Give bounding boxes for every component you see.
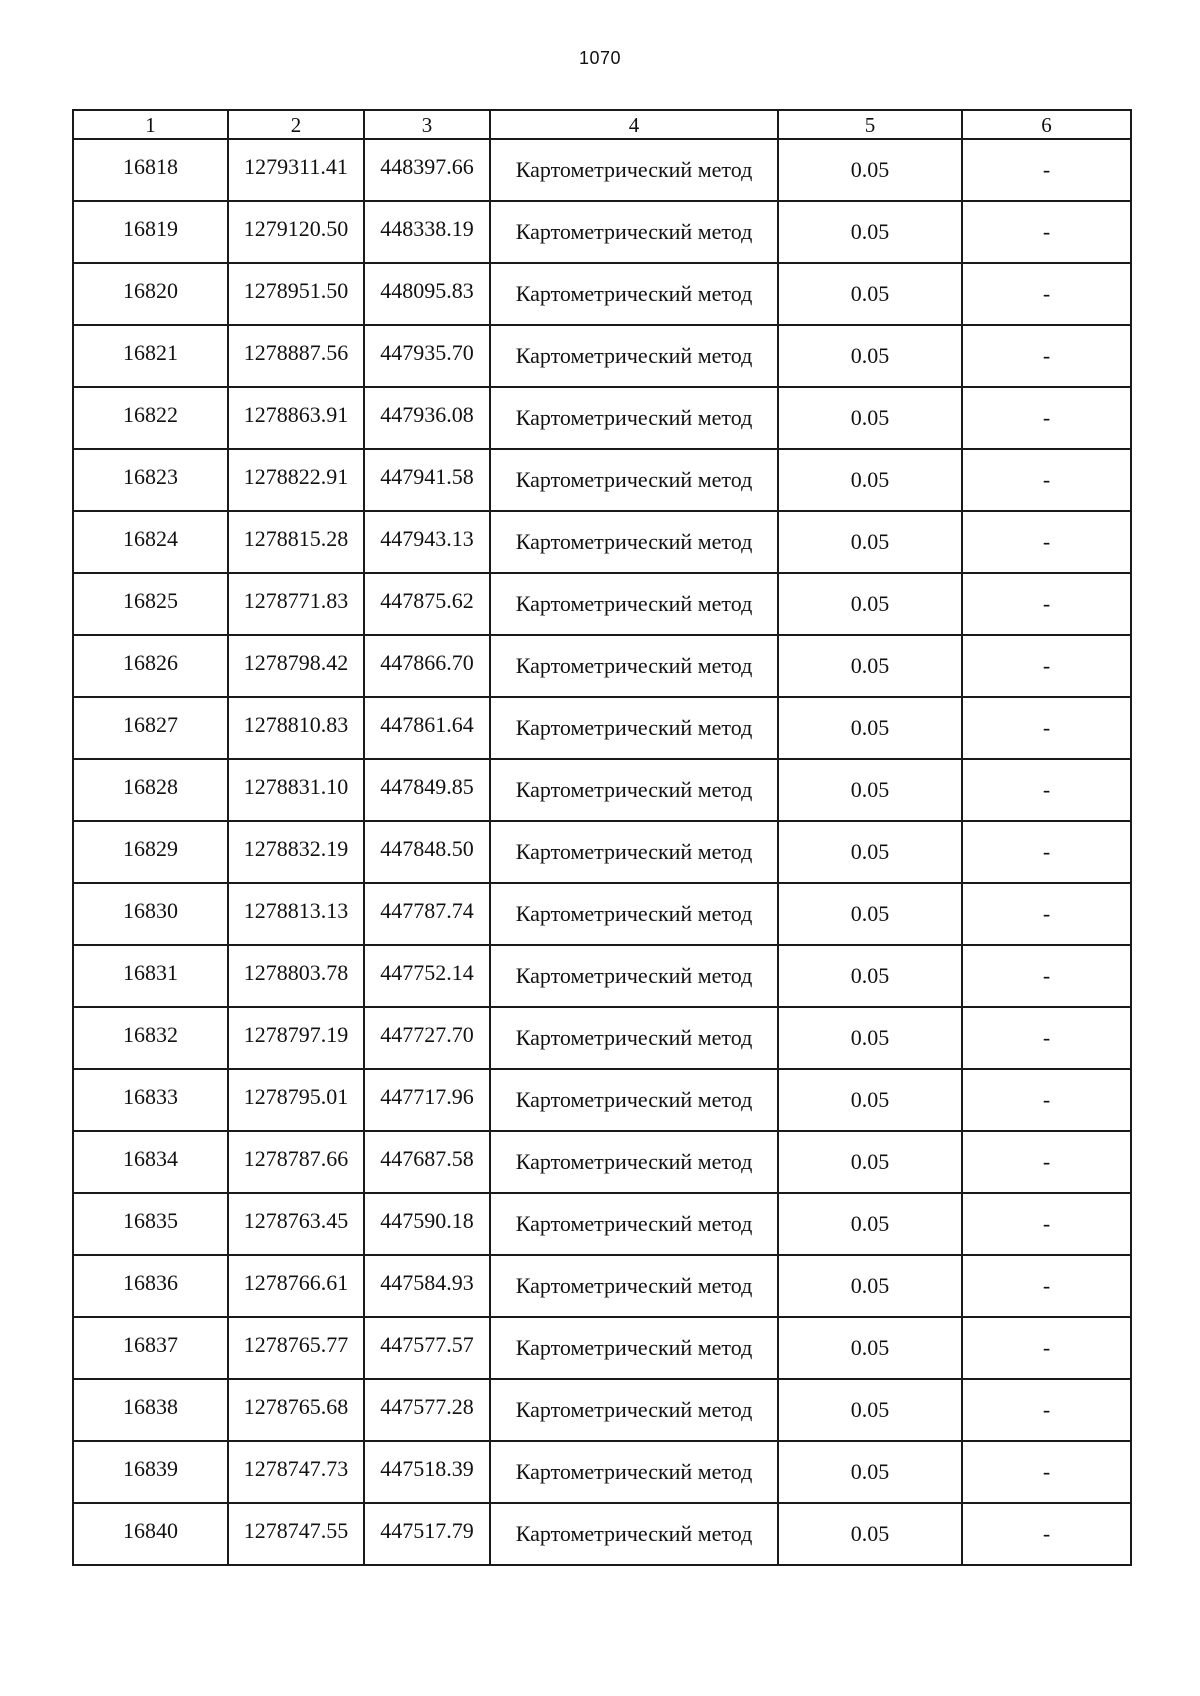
point-number-cell: 16836 bbox=[73, 1255, 228, 1317]
method-cell: Картометрический метод bbox=[490, 635, 778, 697]
x-coordinate-cell: 1278797.19 bbox=[228, 1007, 364, 1069]
accuracy-cell: 0.05 bbox=[778, 635, 962, 697]
accuracy-cell: 0.05 bbox=[778, 1193, 962, 1255]
point-number-cell: 16827 bbox=[73, 697, 228, 759]
table-row bbox=[73, 573, 1131, 635]
accuracy-cell: 0.05 bbox=[778, 697, 962, 759]
table-row bbox=[73, 635, 1131, 697]
table-row bbox=[73, 759, 1131, 821]
table-header bbox=[73, 110, 1131, 139]
accuracy-cell: 0.05 bbox=[778, 139, 962, 201]
y-coordinate-cell: 447787.74 bbox=[364, 883, 490, 945]
method-cell: Картометрический метод bbox=[490, 1255, 778, 1317]
table-row bbox=[73, 1503, 1131, 1565]
x-coordinate-cell: 1278763.45 bbox=[228, 1193, 364, 1255]
method-cell: Картометрический метод bbox=[490, 1007, 778, 1069]
point-number-cell: 16823 bbox=[73, 449, 228, 511]
column-header: 5 bbox=[778, 110, 962, 139]
x-coordinate-cell: 1278951.50 bbox=[228, 263, 364, 325]
x-coordinate-cell: 1278765.68 bbox=[228, 1379, 364, 1441]
coordinates-table bbox=[72, 109, 1132, 1566]
table-row bbox=[73, 1131, 1131, 1193]
x-coordinate-cell: 1278766.61 bbox=[228, 1255, 364, 1317]
point-number-cell: 16828 bbox=[73, 759, 228, 821]
y-coordinate-cell: 448338.19 bbox=[364, 201, 490, 263]
accuracy-cell: 0.05 bbox=[778, 945, 962, 1007]
method-cell: Картометрический метод bbox=[490, 449, 778, 511]
column-header: 1 bbox=[73, 110, 228, 139]
point-number-cell: 16824 bbox=[73, 511, 228, 573]
x-coordinate-cell: 1279311.41 bbox=[228, 139, 364, 201]
x-coordinate-cell: 1278822.91 bbox=[228, 449, 364, 511]
note-cell: - bbox=[962, 325, 1131, 387]
accuracy-cell: 0.05 bbox=[778, 1317, 962, 1379]
point-number-cell: 16822 bbox=[73, 387, 228, 449]
x-coordinate-cell: 1278747.55 bbox=[228, 1503, 364, 1565]
method-cell: Картометрический метод bbox=[490, 1317, 778, 1379]
x-coordinate-cell: 1278771.83 bbox=[228, 573, 364, 635]
note-cell: - bbox=[962, 1441, 1131, 1503]
table-row bbox=[73, 201, 1131, 263]
accuracy-cell: 0.05 bbox=[778, 1441, 962, 1503]
table-row bbox=[73, 387, 1131, 449]
note-cell: - bbox=[962, 759, 1131, 821]
method-cell: Картометрический метод bbox=[490, 325, 778, 387]
note-cell: - bbox=[962, 945, 1131, 1007]
y-coordinate-cell: 447590.18 bbox=[364, 1193, 490, 1255]
accuracy-cell: 0.05 bbox=[778, 449, 962, 511]
note-cell: - bbox=[962, 1131, 1131, 1193]
accuracy-cell: 0.05 bbox=[778, 511, 962, 573]
y-coordinate-cell: 447861.64 bbox=[364, 697, 490, 759]
point-number-cell: 16840 bbox=[73, 1503, 228, 1565]
method-cell: Картометрический метод bbox=[490, 511, 778, 573]
point-number-cell: 16834 bbox=[73, 1131, 228, 1193]
note-cell: - bbox=[962, 1069, 1131, 1131]
accuracy-cell: 0.05 bbox=[778, 1255, 962, 1317]
y-coordinate-cell: 447875.62 bbox=[364, 573, 490, 635]
table-row bbox=[73, 883, 1131, 945]
table-row bbox=[73, 325, 1131, 387]
note-cell: - bbox=[962, 1379, 1131, 1441]
note-cell: - bbox=[962, 139, 1131, 201]
accuracy-cell: 0.05 bbox=[778, 387, 962, 449]
point-number-cell: 16833 bbox=[73, 1069, 228, 1131]
y-coordinate-cell: 447577.57 bbox=[364, 1317, 490, 1379]
method-cell: Картометрический метод bbox=[490, 821, 778, 883]
point-number-cell: 16821 bbox=[73, 325, 228, 387]
method-cell: Картометрический метод bbox=[490, 697, 778, 759]
note-cell: - bbox=[962, 883, 1131, 945]
accuracy-cell: 0.05 bbox=[778, 573, 962, 635]
note-cell: - bbox=[962, 1503, 1131, 1565]
x-coordinate-cell: 1278747.73 bbox=[228, 1441, 364, 1503]
x-coordinate-cell: 1278832.19 bbox=[228, 821, 364, 883]
method-cell: Картометрический метод bbox=[490, 201, 778, 263]
y-coordinate-cell: 447752.14 bbox=[364, 945, 490, 1007]
y-coordinate-cell: 447687.58 bbox=[364, 1131, 490, 1193]
point-number-cell: 16820 bbox=[73, 263, 228, 325]
accuracy-cell: 0.05 bbox=[778, 821, 962, 883]
note-cell: - bbox=[962, 201, 1131, 263]
method-cell: Картометрический метод bbox=[490, 1441, 778, 1503]
note-cell: - bbox=[962, 821, 1131, 883]
y-coordinate-cell: 447849.85 bbox=[364, 759, 490, 821]
y-coordinate-cell: 447517.79 bbox=[364, 1503, 490, 1565]
table-row bbox=[73, 945, 1131, 1007]
method-cell: Картометрический метод bbox=[490, 945, 778, 1007]
accuracy-cell: 0.05 bbox=[778, 759, 962, 821]
table-row bbox=[73, 263, 1131, 325]
y-coordinate-cell: 447848.50 bbox=[364, 821, 490, 883]
method-cell: Картометрический метод bbox=[490, 1379, 778, 1441]
y-coordinate-cell: 448095.83 bbox=[364, 263, 490, 325]
point-number-cell: 16818 bbox=[73, 139, 228, 201]
x-coordinate-cell: 1278831.10 bbox=[228, 759, 364, 821]
note-cell: - bbox=[962, 387, 1131, 449]
accuracy-cell: 0.05 bbox=[778, 263, 962, 325]
note-cell: - bbox=[962, 1193, 1131, 1255]
accuracy-cell: 0.05 bbox=[778, 1007, 962, 1069]
note-cell: - bbox=[962, 697, 1131, 759]
method-cell: Картометрический метод bbox=[490, 573, 778, 635]
accuracy-cell: 0.05 bbox=[778, 201, 962, 263]
column-header: 4 bbox=[490, 110, 778, 139]
x-coordinate-cell: 1278863.91 bbox=[228, 387, 364, 449]
method-cell: Картометрический метод bbox=[490, 883, 778, 945]
x-coordinate-cell: 1278795.01 bbox=[228, 1069, 364, 1131]
point-number-cell: 16835 bbox=[73, 1193, 228, 1255]
method-cell: Картометрический метод bbox=[490, 387, 778, 449]
y-coordinate-cell: 447941.58 bbox=[364, 449, 490, 511]
table-row bbox=[73, 1441, 1131, 1503]
y-coordinate-cell: 447935.70 bbox=[364, 325, 490, 387]
method-cell: Картометрический метод bbox=[490, 263, 778, 325]
y-coordinate-cell: 447577.28 bbox=[364, 1379, 490, 1441]
x-coordinate-cell: 1279120.50 bbox=[228, 201, 364, 263]
table-row bbox=[73, 511, 1131, 573]
point-number-cell: 16837 bbox=[73, 1317, 228, 1379]
x-coordinate-cell: 1278765.77 bbox=[228, 1317, 364, 1379]
y-coordinate-cell: 447727.70 bbox=[364, 1007, 490, 1069]
point-number-cell: 16831 bbox=[73, 945, 228, 1007]
method-cell: Картометрический метод bbox=[490, 1503, 778, 1565]
y-coordinate-cell: 447943.13 bbox=[364, 511, 490, 573]
y-coordinate-cell: 447866.70 bbox=[364, 635, 490, 697]
table-body bbox=[73, 139, 1131, 1565]
x-coordinate-cell: 1278813.13 bbox=[228, 883, 364, 945]
x-coordinate-cell: 1278798.42 bbox=[228, 635, 364, 697]
note-cell: - bbox=[962, 511, 1131, 573]
note-cell: - bbox=[962, 1317, 1131, 1379]
point-number-cell: 16832 bbox=[73, 1007, 228, 1069]
accuracy-cell: 0.05 bbox=[778, 325, 962, 387]
y-coordinate-cell: 447717.96 bbox=[364, 1069, 490, 1131]
point-number-cell: 16839 bbox=[73, 1441, 228, 1503]
table-row bbox=[73, 1317, 1131, 1379]
y-coordinate-cell: 447518.39 bbox=[364, 1441, 490, 1503]
note-cell: - bbox=[962, 449, 1131, 511]
note-cell: - bbox=[962, 573, 1131, 635]
point-number-cell: 16830 bbox=[73, 883, 228, 945]
header-row bbox=[73, 110, 1131, 139]
y-coordinate-cell: 447584.93 bbox=[364, 1255, 490, 1317]
y-coordinate-cell: 447936.08 bbox=[364, 387, 490, 449]
accuracy-cell: 0.05 bbox=[778, 883, 962, 945]
accuracy-cell: 0.05 bbox=[778, 1379, 962, 1441]
note-cell: - bbox=[962, 1255, 1131, 1317]
x-coordinate-cell: 1278887.56 bbox=[228, 325, 364, 387]
point-number-cell: 16838 bbox=[73, 1379, 228, 1441]
accuracy-cell: 0.05 bbox=[778, 1503, 962, 1565]
accuracy-cell: 0.05 bbox=[778, 1131, 962, 1193]
table-row bbox=[73, 1007, 1131, 1069]
table-row bbox=[73, 139, 1131, 201]
table-row bbox=[73, 697, 1131, 759]
table-row bbox=[73, 449, 1131, 511]
table-row bbox=[73, 1193, 1131, 1255]
table-row bbox=[73, 1379, 1131, 1441]
x-coordinate-cell: 1278787.66 bbox=[228, 1131, 364, 1193]
page-number: 1070 bbox=[578, 48, 622, 68]
method-cell: Картометрический метод bbox=[490, 1069, 778, 1131]
point-number-cell: 16829 bbox=[73, 821, 228, 883]
column-header: 6 bbox=[962, 110, 1131, 139]
note-cell: - bbox=[962, 635, 1131, 697]
table-row bbox=[73, 821, 1131, 883]
note-cell: - bbox=[962, 1007, 1131, 1069]
table-row bbox=[73, 1069, 1131, 1131]
column-header: 2 bbox=[228, 110, 364, 139]
method-cell: Картометрический метод bbox=[490, 139, 778, 201]
point-number-cell: 16826 bbox=[73, 635, 228, 697]
x-coordinate-cell: 1278810.83 bbox=[228, 697, 364, 759]
column-header: 3 bbox=[364, 110, 490, 139]
method-cell: Картометрический метод bbox=[490, 1131, 778, 1193]
point-number-cell: 16825 bbox=[73, 573, 228, 635]
x-coordinate-cell: 1278803.78 bbox=[228, 945, 364, 1007]
point-number-cell: 16819 bbox=[73, 201, 228, 263]
table-row bbox=[73, 1255, 1131, 1317]
x-coordinate-cell: 1278815.28 bbox=[228, 511, 364, 573]
note-cell: - bbox=[962, 263, 1131, 325]
accuracy-cell: 0.05 bbox=[778, 1069, 962, 1131]
y-coordinate-cell: 448397.66 bbox=[364, 139, 490, 201]
method-cell: Картометрический метод bbox=[490, 759, 778, 821]
method-cell: Картометрический метод bbox=[490, 1193, 778, 1255]
